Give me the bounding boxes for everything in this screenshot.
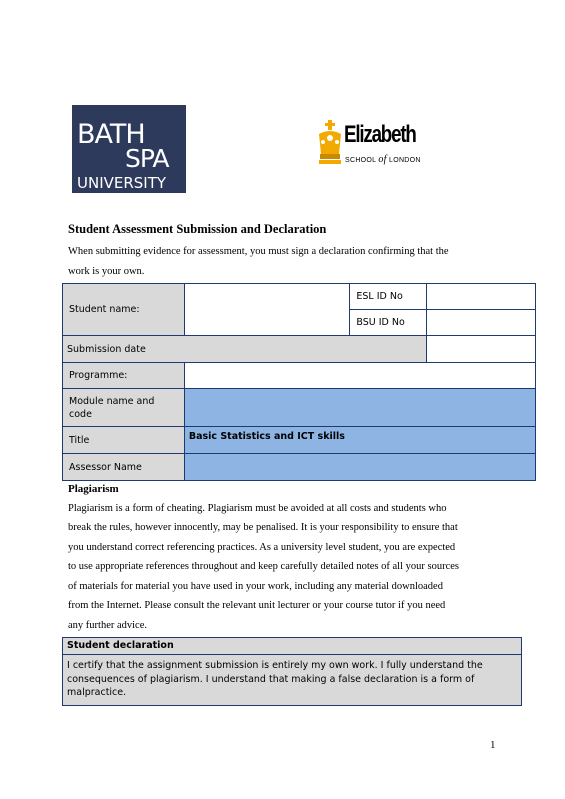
esl-id-label: ESL ID No (350, 284, 427, 310)
bsu-id-label: BSU ID No (350, 310, 427, 336)
submission-date-field[interactable] (427, 336, 536, 363)
plagiarism-line: to use appropriate references throughout and keep carefully detailed notes of all your sources (68, 561, 459, 572)
plagiarism-line: Plagiarism is a form of cheating. Plagiarism must be avoided at all costs and students who (68, 503, 447, 514)
module-label: Module name and code (63, 389, 185, 427)
assessor-label: Assessor Name (63, 454, 185, 481)
declaration-heading: Student declaration (67, 640, 174, 651)
plagiarism-line: you understand correct referencing practices. As a university level student, you are expected (68, 542, 456, 553)
programme-label: Programme: (63, 363, 185, 389)
declaration-text: I certify that the assignment submission is entirely my own work. I fully understand the consequences of plagiarism. I understand that making a false declaration is a form of malpractice. (67, 660, 483, 698)
logo-name-elizabeth: Elizabeth (344, 121, 416, 148)
submission-form-table (62, 283, 536, 481)
logo-line-university: UNIVERSITY (77, 174, 167, 192)
module-field[interactable] (184, 389, 535, 427)
student-declaration-box (62, 637, 522, 706)
elizabeth-school-logo (316, 118, 421, 174)
student-name-field[interactable] (184, 284, 350, 336)
plagiarism-heading: Plagiarism (68, 483, 119, 495)
assessor-field[interactable] (184, 454, 535, 481)
plagiarism-line: any further advice. (68, 620, 148, 631)
student-name-label: Student name: (63, 284, 185, 336)
esl-id-field[interactable] (427, 284, 536, 310)
crown-icon (316, 120, 344, 170)
logo-line-bath: BATH (77, 119, 145, 150)
bath-spa-university-logo (72, 105, 186, 193)
intro-line-2: work is your own. (68, 266, 145, 277)
declaration-divider (63, 654, 521, 655)
page-number: 1 (490, 739, 496, 751)
intro-line-1: When submitting evidence for assessment, you must sign a declaration confirming that the (68, 246, 449, 257)
page-title: Student Assessment Submission and Declaration (68, 222, 327, 236)
plagiarism-line: break the rules, however innocently, may be penalised. It is your responsibility to ensure that (68, 522, 458, 533)
logo-tagline: SCHOOL of LONDON (345, 154, 421, 165)
submission-date-label: Submission date (63, 336, 427, 363)
plagiarism-line: from the Internet. Please consult the relevant unit lecturer or your course tutor if you need (68, 600, 446, 611)
title-field[interactable]: Basic Statistics and ICT skills (184, 427, 535, 454)
programme-field[interactable] (184, 363, 535, 389)
title-label: Title (63, 427, 185, 454)
plagiarism-line: of materials for material you have used in your work, including any material downloaded (68, 581, 443, 592)
bsu-id-field[interactable] (427, 310, 536, 336)
logo-line-spa: SPA (125, 144, 169, 173)
